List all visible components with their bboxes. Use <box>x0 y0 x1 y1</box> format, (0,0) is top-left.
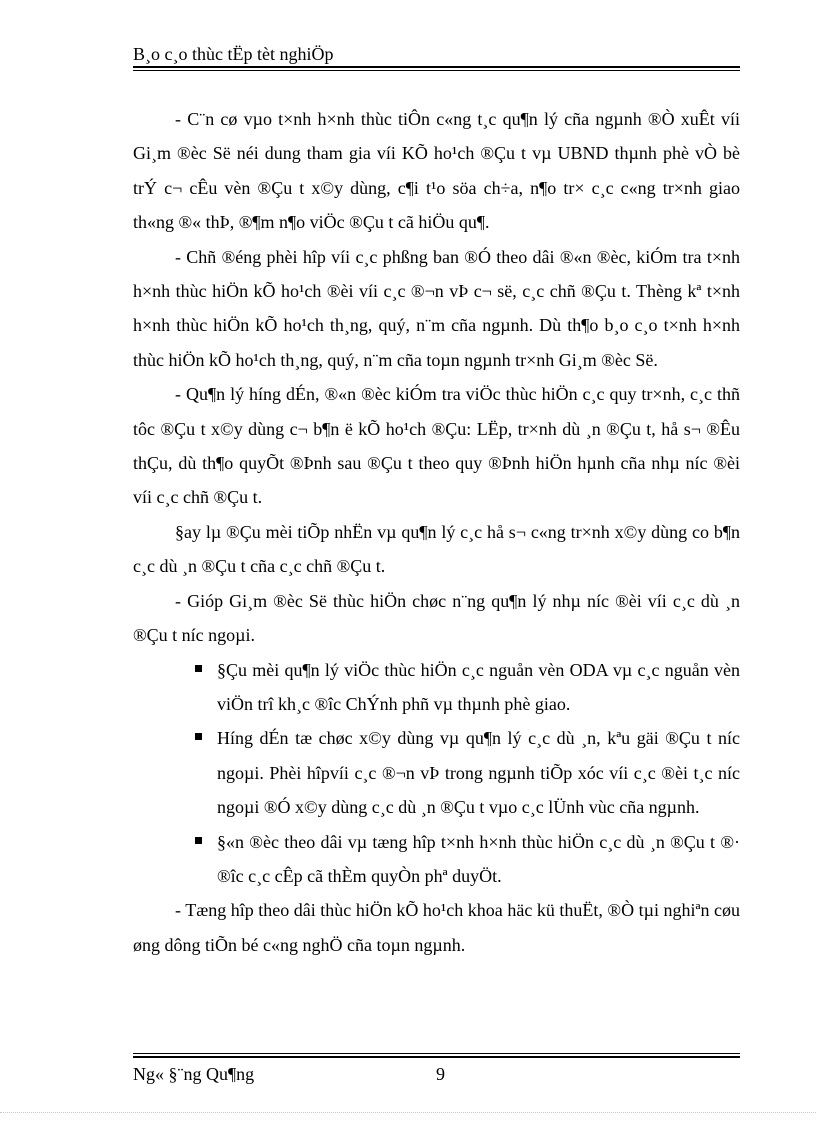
footer-rule-thin <box>133 1053 740 1054</box>
footer-rule-thick <box>133 1056 740 1058</box>
header-rule-thick <box>133 66 740 68</box>
paragraph-closing: - Tæng hîp theo dâi thùc hiÖn kÕ ho¹ch khoa häc kü thuËt, ®Ò tµi nghiªn cøu øng dông tiÕn bé c«ng nghÖ cña toµn ngµnh. <box>133 900 740 955</box>
square-bullet-icon <box>195 665 202 672</box>
list-item-text: §Çu mèi qu¶n lý viÖc thùc hiÖn c¸c nguån vèn ODA vµ c¸c nguån vèn viÖn trî kh¸c ®îc ChÝnh phñ vµ thµnh phè giao. <box>217 659 740 714</box>
footer-author: Ng« §¨ng Qu¶ng <box>133 1064 255 1084</box>
list-item <box>133 721 740 824</box>
paragraph-1: - C¨n cø vµo t×nh h×nh thùc tiÔn c«ng t¸c qu¶n lý cña ngµnh ®Ò xuÊt víi Gi¸m ®èc Së néi dung tham gia víi KÕ ho¹ch ®Çu t vµ UBND thµnh phè vÒ bè trÝ c¬ cÊu vèn ®Çu t x©y dùng, c¶i t¹o söa ch÷a, n¶o tr× c¸c c«ng tr×nh giao th«ng ®« thÞ, ®¶m n¶o viÖc ®Çu t cã hiÖu qu¶. <box>133 109 740 233</box>
list-item-text: §«n ®èc theo dâi vµ tæng hîp t×nh h×nh thùc hiÖn c¸c dù ¸n ®Çu t ®· ®îc c¸c cÊp cã thÈm quyÒn phª duyÖt. <box>217 831 740 886</box>
list-item-text: Híng dÉn tæ chøc x©y dùng vµ qu¶n lý c¸c dù ¸n, kªu gäi ®Çu t níc ngoµi. Phèi hîpvíi c¸c ®¬n vÞ trong ngµnh tiÕp xóc víi c¸c ®èi t¸c níc ngoµi ®Ó x©y dùng c¸c dù ¸n ®Çu t vµo c¸c lÜnh vùc cña ngµnh. <box>217 728 740 818</box>
list-item <box>133 653 740 722</box>
list-item <box>133 825 740 894</box>
paragraph-4: §ay lµ ®Çu mèi tiÕp nhËn vµ qu¶n lý c¸c hå s¬ c«ng tr×nh x©y dùng co b¶n c¸c dù ¸n ®Çu t cña c¸c chñ ®Çu t. <box>133 521 740 577</box>
page-edge-dotted-line <box>0 1112 816 1113</box>
page-number: 9 <box>436 1064 445 1084</box>
bullet-list <box>133 653 740 894</box>
page-header-title: B¸o c¸o thùc tËp tèt nghiÖp <box>133 44 334 64</box>
paragraph-5: - Gióp Gi¸m ®èc Së thùc hiÖn chøc n¨ng qu¶n lý nhµ níc ®èi víi c¸c dù ¸n ®Çu t níc ngoµi. <box>133 590 740 646</box>
square-bullet-icon <box>195 837 202 844</box>
paragraph-3: - Qu¶n lý híng dÉn, ®«n ®èc kiÓm tra viÖc thùc hiÖn c¸c quy tr×nh, c¸c thñ tôc ®Çu t x©y dùng c¬ b¶n ë kÕ ho¹ch ®Çu: LËp, tr×nh dù ¸n ®Çu t, hå s¬ ®Êu thÇu, dù th¶o quyÕt ®Þnh sau ®Çu t theo quy ®Þnh hiÖn hµnh cña nhµ níc ®èi víi c¸c chñ ®Çu t. <box>133 384 740 508</box>
document-body <box>133 102 740 962</box>
header-rule-thin <box>133 70 740 71</box>
paragraph-2: - Chñ ®éng phèi hîp víi c¸c phßng ban ®Ó theo dâi ®«n ®èc, kiÓm tra t×nh h×nh thùc hiÖn kÕ ho¹ch ®èi víi c¸c ®¬n vÞ c¬ së, c¸c chñ ®Çu t. Thèng kª t×nh h×nh thùc hiÖn kÕ ho¹ch th¸ng, quý, n¨m cña ngµnh. Dù th¶o b¸o c¸o t×nh h×nh thùc hiÖn kÕ ho¹ch th¸ng, quý, n¨m cña toµn ngµnh tr×nh Gi¸m ®èc Së. <box>133 246 740 370</box>
square-bullet-icon <box>195 733 202 740</box>
